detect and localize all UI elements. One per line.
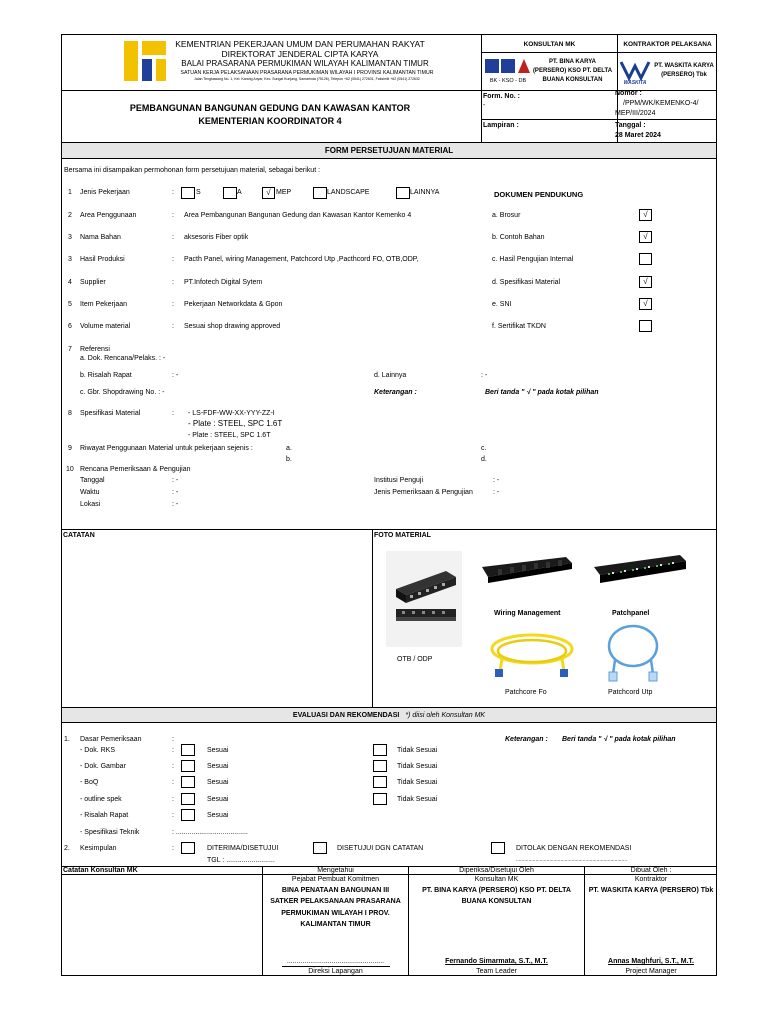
riwayat-label: Riwayat Penggunaan Material untuk pekerjaan sejenis :: [80, 445, 253, 452]
catatan-label: CATATAN: [63, 532, 95, 539]
eval-row-label: - BoQ: [80, 779, 99, 786]
field-num: 5: [68, 301, 72, 308]
rencana-lokasi-value: : -: [172, 501, 179, 508]
patchpanel-caption: Patchpanel: [612, 610, 650, 617]
field-label: Hasil Produksi: [80, 256, 125, 263]
dokumen-tkdn-checkbox[interactable]: [639, 320, 652, 332]
jenis-landscape-label: LANDSCAPE: [327, 189, 370, 196]
konsultan-name-1: PT. BINA KARYA: [548, 59, 596, 65]
konsultan-name-3: BUANA KONSULTAN: [542, 77, 603, 83]
konsultan-name-2: (PERSERO) KSO PT. DELTA: [532, 68, 613, 74]
dokumen-brosur-checkbox[interactable]: √: [639, 209, 652, 221]
jenis-lainnya-label: LAINNYA: [410, 189, 440, 196]
field-colon: :: [172, 256, 174, 263]
referensi-label: Referensi: [80, 346, 110, 353]
field-value: Sesuai shop drawing approved: [184, 323, 281, 330]
ppk-role: Pejabat Pembuat Komitmen: [291, 876, 380, 883]
evaluasi-title: EVALUASI DAN REKOMENDASI: [292, 712, 400, 719]
kesimpulan-num: 2.: [64, 845, 70, 852]
diterima-checkbox[interactable]: [181, 842, 195, 854]
ditolak-label: DITOLAK DENGAN REKOMENDASI: [516, 845, 632, 852]
mk-role: Konsultan MK: [474, 876, 519, 883]
dokumen-brosur: a. Brosur: [492, 212, 521, 219]
dasar-label: Dasar Pemeriksaan: [80, 736, 142, 743]
eval-row-colon: :: [172, 747, 174, 754]
field-num: 2: [68, 212, 72, 219]
referensi-d-value: : -: [481, 372, 488, 379]
mk-org-1: PT. BINA KARYA (PERSERO) KSO PT. DELTA: [422, 887, 571, 894]
kontraktor-org: PT. WASKITA KARYA (PERSERO) Tbk: [588, 887, 714, 894]
referensi-b: b. Risalah Rapat: [80, 372, 132, 379]
mk-signer-name: Fernando Simarmata, S.T., M.T.: [445, 958, 548, 965]
gambar-sesuai-checkbox[interactable]: [181, 760, 195, 772]
jenis-mep-label: MEP: [276, 189, 292, 196]
field-colon: :: [172, 212, 174, 219]
patchcord-utp-photo: [603, 622, 663, 684]
field-value: Area Pembangunan Bangunan Gedung dan Kawasan Kantor Kemenko 4: [184, 212, 412, 219]
jenis-mep-checkbox[interactable]: √: [262, 187, 275, 199]
form-title: FORM PERSETUJUAN MATERIAL: [324, 146, 454, 155]
field-label: Volume material: [80, 323, 131, 330]
eval-row-colon: :: [172, 763, 174, 770]
jenis-landscape-checkbox[interactable]: [313, 187, 327, 199]
rencana-institusi: Institusi Penguji: [374, 477, 424, 484]
rencana-jenis: Jenis Pemeriksaan & Pengujian: [374, 489, 473, 496]
intro-text: Bersama ini disampaikan permohonan form persetujuan material, sebagai berikut :: [64, 167, 321, 174]
konsultan-mk-label: KONSULTAN MK: [523, 41, 576, 48]
kontraktor-label: KONTRAKTOR PELAKSANA: [623, 41, 712, 48]
spesifikasi-line: - Plate : STEEL, SPC 1.6T: [188, 432, 271, 439]
dokumen-contoh-checkbox[interactable]: √: [639, 231, 652, 243]
spesifikasi-line: - Plate : STEEL, SPC 1.6T: [188, 419, 283, 428]
spesifikasi-line: - LS-FDF-WW-XX-YYY-ZZ-I: [188, 410, 275, 417]
riwayat-b: b.: [286, 456, 292, 463]
referensi-keterangan-label: Keterangan :: [374, 389, 417, 396]
mk-signer-title: Team Leader: [476, 968, 517, 975]
field-label: Item Pekerjaan: [80, 301, 128, 308]
riwayat-c: c.: [481, 445, 487, 452]
field-colon: :: [172, 301, 174, 308]
rekomendasi-dots: ................................................................................: [516, 857, 628, 863]
jenis-s-label: S: [196, 189, 201, 196]
field-colon: :: [172, 279, 174, 286]
kesimpulan-colon: :: [172, 845, 174, 852]
dokumen-hasil-checkbox[interactable]: [639, 253, 652, 265]
field-label: Nama Bahan: [80, 234, 121, 241]
tgl-label: TGL : .........................: [207, 857, 275, 864]
spesifikasi-num: 8: [68, 410, 72, 417]
dokumen-contoh-bahan: b. Contoh Bahan: [492, 234, 545, 241]
disetujui-catatan-checkbox[interactable]: [313, 842, 327, 854]
kontraktor-role: Kontraktor: [634, 876, 668, 883]
rencana-num: 10: [66, 466, 74, 473]
outline-tidak-checkbox[interactable]: [373, 793, 387, 805]
foto-label: FOTO MATERIAL: [374, 532, 431, 539]
pu-logo: [120, 37, 170, 85]
eval-row-label: - Dok. Gambar: [80, 763, 126, 770]
field-label: Supplier: [80, 279, 106, 286]
referensi-b-value: : -: [172, 372, 179, 379]
mk-org-2: BUANA KONSULTAN: [461, 898, 532, 905]
eval-sesuai-label: Sesuai: [207, 747, 229, 754]
kontraktor-signer-title: Project Manager: [625, 968, 677, 975]
tanggal-label: Tanggal :: [615, 122, 646, 129]
dokumen-spesifikasi: d. Spesifikasi Material: [492, 279, 561, 286]
project-title-1: PEMBANGUNAN BANGUNAN GEDUNG DAN KAWASAN KANTOR: [129, 103, 411, 113]
jenis-num: 1: [68, 189, 72, 196]
disetujui-catatan-label: DISETUJUI DGN CATATAN: [337, 845, 424, 852]
rencana-waktu: Waktu: [80, 489, 100, 496]
field-num: 3: [68, 234, 72, 241]
outline-sesuai-checkbox[interactable]: [181, 793, 195, 805]
spek-teknik-dots: : .....................................: [172, 829, 248, 836]
referensi-num: 7: [68, 346, 72, 353]
ditolak-checkbox[interactable]: [491, 842, 505, 854]
dokumen-tkdn: f. Sertifikat TKDN: [492, 323, 546, 330]
spesifikasi-label: Spesifikasi Material: [80, 410, 141, 417]
jenis-s-checkbox[interactable]: [181, 187, 195, 199]
form-frame: [61, 34, 717, 976]
ministry-name: KEMENTRIAN PEKERJAAN UMUM DAN PERUMAHAN RAKYAT: [175, 39, 425, 49]
eval-sesuai-label: Sesuai: [207, 796, 229, 803]
dokumen-sni-checkbox[interactable]: √: [639, 298, 652, 310]
directorate-name: DIREKTORAT JENDERAL CIPTA KARYA: [221, 49, 379, 59]
kontraktor-name-2: (PERSERO) Tbk: [661, 72, 707, 78]
patchcord-caption: Patchcord Utp: [608, 689, 653, 696]
field-num: 4: [68, 279, 72, 286]
nomor-label: Nomor :: [615, 90, 642, 97]
project-title-2: KEMENTERIAN KOORDINATOR 4: [198, 116, 342, 126]
ppk-org-4: KALIMANTAN TIMUR: [300, 921, 371, 928]
field-num: 3: [68, 256, 72, 263]
otb-photo: [386, 551, 462, 647]
tanggal-value: 28 Maret 2024: [615, 132, 661, 139]
lampiran-label: Lampiran :: [483, 122, 519, 129]
risalah-sesuai-checkbox[interactable]: [181, 809, 195, 821]
dokumen-sni: e. SNI: [492, 301, 512, 308]
diterima-label: DITERIMA/DISETUJUI: [207, 845, 279, 852]
referensi-d: d. Lainnya: [374, 372, 407, 379]
eval-tidak-label: Tidak Sesuai: [397, 796, 438, 803]
eval-row-label: - outline spek: [80, 796, 122, 803]
boq-sesuai-checkbox[interactable]: [181, 776, 195, 788]
eval-sesuai-label: Sesuai: [207, 763, 229, 770]
waskita-logo: [619, 56, 651, 86]
wiring-caption: Wiring Management: [494, 610, 561, 617]
otb-caption: OTB / ODP: [397, 656, 433, 663]
rks-tidak-checkbox[interactable]: [373, 744, 387, 756]
eval-keterangan-text: Beri tanda " √ " pada kotak pilihan: [562, 736, 676, 743]
kesimpulan-label: Kesimpulan: [80, 845, 117, 852]
mengetahui-label: Mengetahui: [317, 867, 354, 874]
rencana-jenis-value: : -: [493, 489, 500, 496]
referensi-a: a. Dok. Rencana/Pelaks. : -: [80, 355, 166, 362]
nomor-value-2: MEP/III/2024: [615, 110, 656, 117]
rencana-tanggal-value: : -: [172, 477, 179, 484]
rencana-tanggal: Tanggal: [80, 477, 105, 484]
evaluasi-note: *) diisi oleh Konsultan MK: [405, 712, 486, 719]
patchpanel-photo: [590, 553, 688, 585]
rencana-waktu-value: : -: [172, 489, 179, 496]
spek-teknik-label: - Spesifikasi Teknik: [80, 829, 140, 836]
riwayat-num: 9: [68, 445, 72, 452]
evaluasi-header: [62, 711, 716, 720]
jenis-label: Jenis Pekerjaan: [80, 189, 130, 196]
dasar-colon: :: [172, 736, 174, 743]
eval-row-colon: :: [172, 812, 174, 819]
field-colon: :: [172, 323, 174, 330]
dasar-num: 1.: [64, 736, 70, 743]
referensi-keterangan-text: Beri tanda " √ " pada kotak pilihan: [485, 389, 599, 396]
eval-keterangan-label: Keterangan :: [505, 736, 548, 743]
referensi-c: c. Gbr. Shopdrawing No. : -: [80, 389, 165, 396]
rencana-institusi-value: : -: [493, 477, 500, 484]
boq-tidak-checkbox[interactable]: [373, 776, 387, 788]
eval-tidak-label: Tidak Sesuai: [397, 779, 438, 786]
dibuat-label: Dibuat Oleh :: [630, 867, 672, 874]
field-value: Pekerjaan Networkdata & Gpon: [184, 301, 283, 308]
waskita-logo-text: WASKITA: [623, 80, 647, 86]
spesifikasi-colon: :: [172, 410, 174, 417]
field-label: Area Penggunaan: [80, 212, 137, 219]
gambar-tidak-checkbox[interactable]: [373, 760, 387, 772]
kontraktor-signer-name: Annas Maghfuri, S.T., M.T.: [608, 958, 694, 965]
patchcore-caption: Patchcore Fo: [505, 689, 547, 696]
eval-sesuai-label: Sesuai: [207, 812, 229, 819]
ppk-org-1: BINA PENATAAN BANGUNAN III: [281, 887, 390, 894]
ppk-org-3: PERMUKIMAN WILAYAH I PROV.: [281, 910, 390, 917]
field-num: 6: [68, 323, 72, 330]
field-value: PT.Infotech Digital Sytem: [184, 279, 263, 286]
address-text: Jalan Tengkawang No. 1, Kel. Karang Anyar, Kec. Sungai Kunjang, Samarinda (75126), Telepon +62 (0541) 272631, Faksimili +62 (0541) 272632: [194, 77, 420, 81]
field-value: aksesoris Fiber optik: [184, 234, 249, 241]
riwayat-d: d.: [481, 456, 487, 463]
dokumen-hasil-pengujian: c. Hasil Pengujian Internal: [492, 256, 574, 263]
dokumen-spesifikasi-checkbox[interactable]: √: [639, 276, 652, 288]
field-colon: :: [172, 234, 174, 241]
rencana-label: Rencana Pemeriksaan & Pengujian: [80, 466, 191, 473]
ppk-title: Direksi Lapangan: [308, 968, 363, 975]
form-no-value: -: [483, 102, 486, 109]
satker-name: SATUAN KERJA PELAKSANAAN PRASARANA PERMUKIMAN WILAYAH I PROVINSI KALIMANTAN TIMUR: [180, 70, 434, 76]
field-value: Pacth Panel, wiring Management, Patchcord Utp ,Pacthcord FO, OTB,ODP,: [184, 256, 419, 263]
riwayat-a: a.: [286, 445, 292, 452]
rks-sesuai-checkbox[interactable]: [181, 744, 195, 756]
jenis-a-label: A: [237, 189, 242, 196]
jenis-colon: :: [172, 189, 174, 196]
form-no-label: Form. No. :: [483, 93, 520, 100]
dokumen-title: DOKUMEN PENDUKUNG: [494, 190, 584, 199]
jenis-lainnya-checkbox[interactable]: [396, 187, 410, 199]
eval-row-label: - Dok. RKS: [80, 747, 116, 754]
eval-sesuai-label: Sesuai: [207, 779, 229, 786]
ppk-org-2: SATKER PELAKSANAAN PRASARANA: [270, 898, 401, 905]
bk-logo-text: BK - KSO - DB: [489, 78, 527, 84]
balai-name: BALAI PRASARANA PERMUKIMAN WILAYAH KALIMANTAN TIMUR: [181, 59, 429, 68]
eval-row-colon: :: [172, 779, 174, 786]
diperiksa-label: Diperiksa/Disetujui Oleh: [459, 867, 534, 874]
catatan-mk-label: Catatan Konsultan MK: [63, 867, 138, 874]
eval-tidak-label: Tidak Sesuai: [397, 763, 438, 770]
eval-tidak-label: Tidak Sesuai: [397, 747, 438, 754]
jenis-a-checkbox[interactable]: [223, 187, 237, 199]
patchcore-fo-photo: [488, 625, 576, 681]
eval-row-label: - Risalah Rapat: [80, 812, 129, 819]
eval-row-colon: :: [172, 796, 174, 803]
ppk-dots: ..................................................: [286, 958, 385, 965]
kontraktor-name-1: PT. WASKITA KARYA: [654, 63, 714, 69]
rencana-lokasi: Lokasi: [80, 501, 101, 508]
wiring-management-photo: [478, 555, 576, 587]
nomor-value-1: /PPM/WK/KEMENKO-4/: [623, 100, 699, 107]
